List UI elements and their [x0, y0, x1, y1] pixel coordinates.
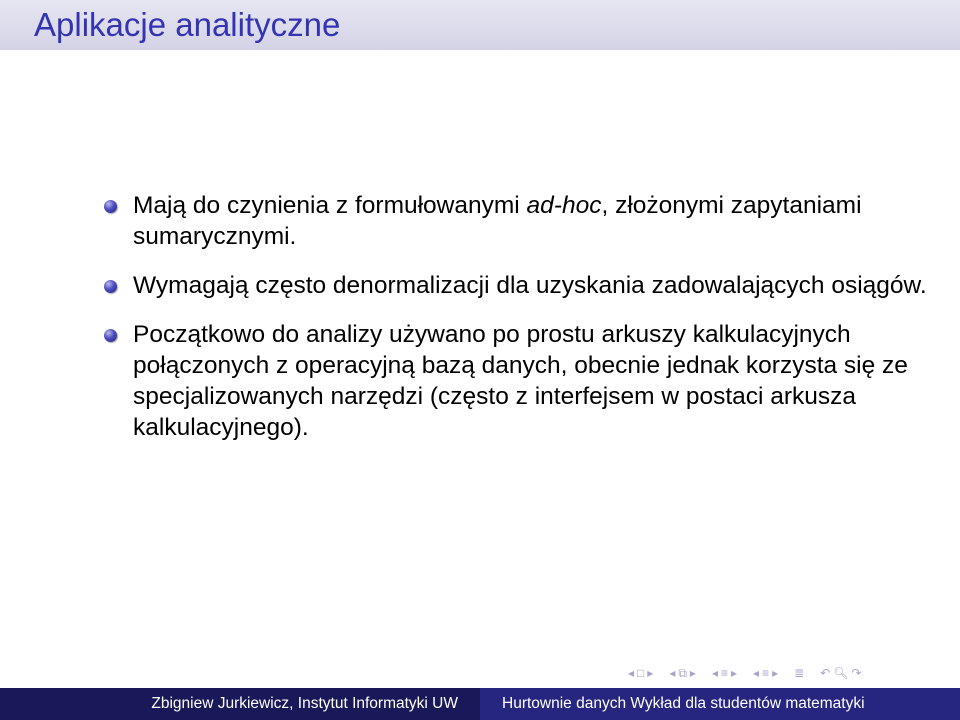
- bullet-item-text-part: Mają do czynienia z formułowanymi: [133, 192, 527, 219]
- bullet-item-3: [133, 319, 933, 443]
- nav-left-arrow-icon[interactable]: ◂: [669, 666, 676, 680]
- bullet-item-1: [133, 190, 933, 252]
- nav-presentation-icon[interactable]: ≡: [762, 666, 770, 680]
- nav-back-icon[interactable]: ↶: [820, 666, 831, 680]
- bullet-item-emphasis: ad-hoc: [526, 192, 602, 219]
- bullet-ball-icon: [104, 280, 117, 293]
- nav-document-icon[interactable]: ≣: [794, 666, 805, 680]
- nav-search-icon[interactable]: 🔍︎: [833, 666, 849, 680]
- nav-left-arrow-icon[interactable]: ◂: [628, 666, 635, 680]
- bullet-list: [0, 190, 960, 461]
- footer-author: Zbigniew Jurkiewicz, Instytut Informatyki UW: [0, 688, 480, 720]
- nav-right-arrow-icon[interactable]: ▸: [647, 666, 654, 680]
- nav-subsection-icon[interactable]: ⧉: [678, 666, 687, 680]
- nav-frame-icon[interactable]: □: [637, 666, 645, 680]
- nav-right-arrow-icon[interactable]: ▸: [772, 666, 779, 680]
- bullet-item-text: [133, 192, 862, 250]
- nav-forward-icon[interactable]: ↷: [851, 666, 862, 680]
- footer: [0, 688, 960, 720]
- bullet-ball-icon: [104, 329, 117, 342]
- bullet-item-text: Początkowo do analizy używano po prostu arkuszy kalkulacyjnych połączonych z operacyjną bazą danych, obecnie jednak korzysta się ze specjalizowanych narzędzi (często z interfejsem w postaci arkusza kalkulacyjnego).: [133, 321, 908, 441]
- footer-title: Hurtownie danych Wykład dla studentów matematyki: [480, 688, 960, 720]
- nav-right-arrow-icon[interactable]: ▸: [689, 666, 696, 680]
- nav-left-arrow-icon[interactable]: ◂: [753, 666, 760, 680]
- nav-left-arrow-icon[interactable]: ◂: [711, 666, 718, 680]
- bullet-item-2: [133, 270, 933, 301]
- bullet-ball-icon: [104, 200, 117, 213]
- frame-header: [0, 0, 960, 50]
- navigation-symbols: [628, 663, 862, 683]
- bullet-item-text: Wymagają często denormalizacji dla uzyskania zadowalających osiągów.: [133, 272, 927, 299]
- nav-section-icon[interactable]: ≡: [720, 666, 728, 680]
- nav-right-arrow-icon[interactable]: ▸: [731, 666, 738, 680]
- bullet-item-text-part: , złożonymi zapytaniami sumarycznymi.: [133, 192, 862, 250]
- frame-title: Aplikacje analityczne: [34, 6, 341, 43]
